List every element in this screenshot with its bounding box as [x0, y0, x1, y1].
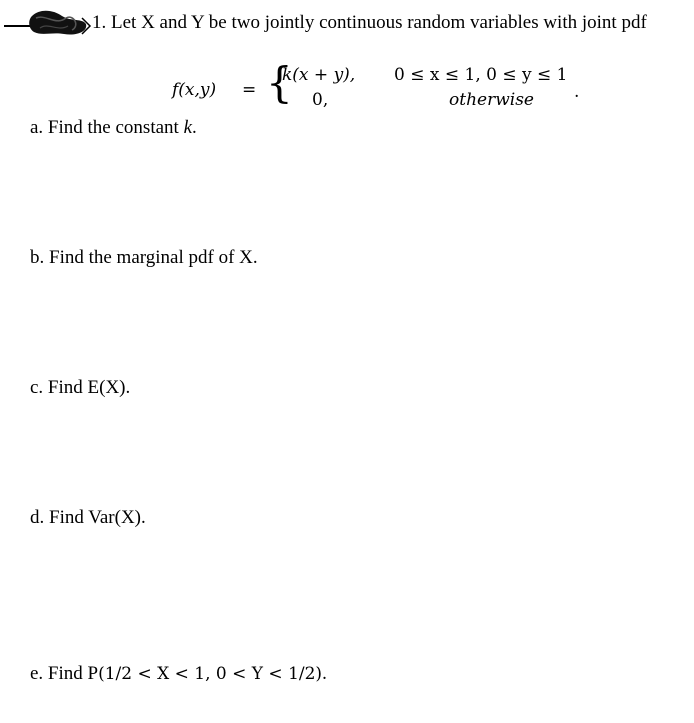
- part-b: [30, 247, 258, 269]
- part-e-math: (1/2 < X < 1, 0 < Y < 1/2): [98, 664, 323, 684]
- part-d-text: d. Find Var(X).: [30, 507, 146, 528]
- part-a-suffix: .: [192, 117, 197, 138]
- formula-lhs: f(x,y): [172, 80, 217, 100]
- case1-expression: k(x + y),: [282, 65, 356, 85]
- question-header: [92, 12, 647, 34]
- part-e: [30, 663, 327, 685]
- part-a-prefix: a. Find the constant: [30, 117, 184, 138]
- joint-pdf-formula: [172, 60, 602, 120]
- question-number: 1.: [92, 12, 107, 33]
- part-a-var: k: [183, 117, 192, 138]
- part-e-prefix: e. Find P: [30, 663, 99, 684]
- part-c-text: c. Find E(X).: [30, 377, 131, 398]
- piecewise-brace: {: [266, 58, 293, 107]
- case2-expression: 0,: [312, 90, 329, 110]
- formula-equals: =: [242, 80, 257, 100]
- formula-end-punct: .: [574, 82, 580, 102]
- case2-condition: otherwise: [449, 90, 534, 110]
- part-c: [30, 377, 130, 399]
- part-b-text: b. Find the marginal pdf of X.: [30, 247, 258, 268]
- case1-condition: 0 ≤ x ≤ 1, 0 ≤ y ≤ 1: [394, 65, 568, 85]
- redaction-scribble: [2, 4, 92, 40]
- part-d: [30, 507, 146, 529]
- question-text: Let X and Y be two jointly continuous random variables with joint pdf: [111, 12, 647, 33]
- part-a: [30, 117, 197, 139]
- part-e-suffix: .: [322, 663, 327, 684]
